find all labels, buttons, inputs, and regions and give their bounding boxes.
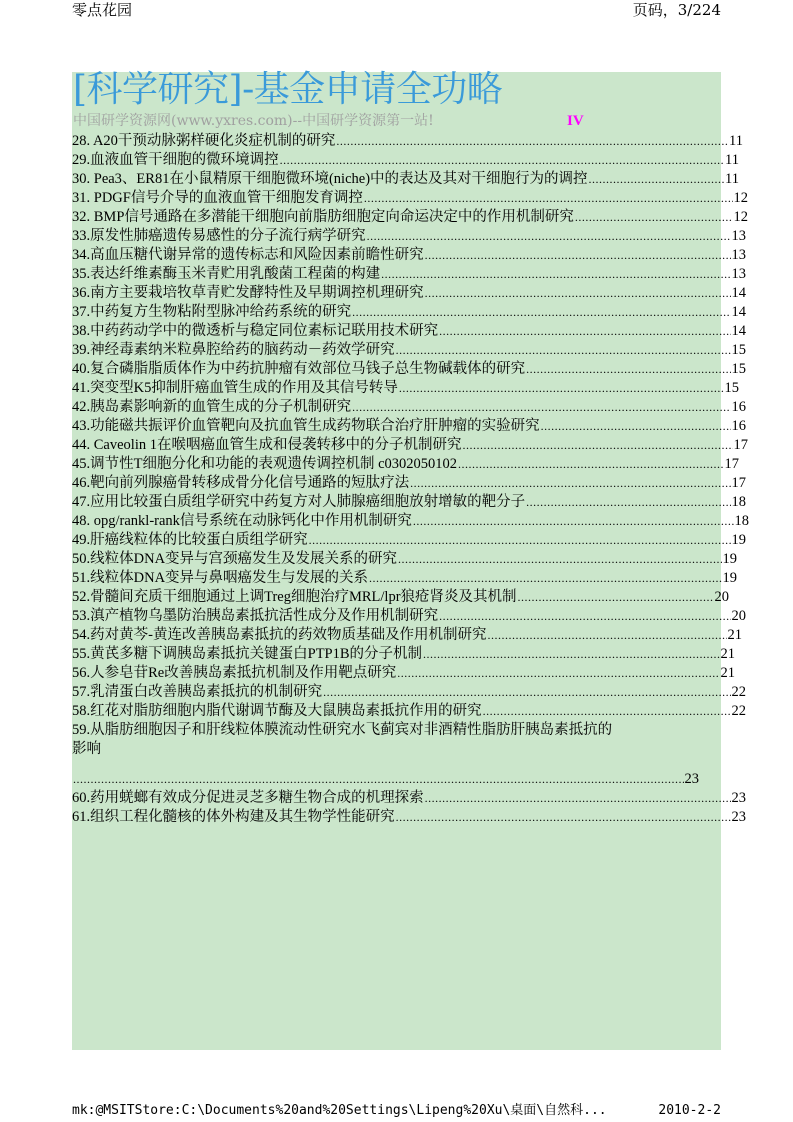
toc-entry[interactable] (72, 512, 749, 531)
toc-entry[interactable] (72, 379, 739, 398)
toc-entry-label: 28. A20干预动脉粥样硬化炎症机制的研究 (72, 133, 336, 149)
toc-entry[interactable] (72, 683, 746, 702)
toc-entry-label: 42.胰岛素影响新的血管生成的分子机制研究 (72, 399, 352, 415)
footer-date: 2010-2-2 (658, 1103, 721, 1118)
toc-entry[interactable] (72, 132, 743, 151)
toc-entry-label: 44. Caveolin 1在喉咽癌血管生成和侵袭转移中的分子机制研究 (72, 437, 462, 453)
toc-page-number: 13 (731, 266, 746, 282)
toc-page-number: 18 (731, 494, 746, 510)
dot-leader (323, 683, 730, 702)
toc-entry[interactable] (72, 550, 737, 569)
toc-entry[interactable] (72, 417, 746, 436)
toc-page-number: 11 (729, 133, 743, 149)
toc-entry-label: 35.表达纤维素酶玉米青贮用乳酸菌工程菌的构建 (72, 266, 381, 282)
toc-page-number: 12 (733, 209, 748, 225)
toc-page-number: 21 (720, 665, 735, 681)
toc-page-number: 15 (731, 342, 746, 358)
toc-entry-label: 29.血液血管干细胞的微环境调控 (72, 152, 279, 168)
document-title: [科学研究]-基金申请全功略 (73, 69, 503, 110)
footer-url: mk:@MSITStore:C:\Documents%20and%20Settings\Lipeng%20Xu\桌面\自然科... (72, 1103, 607, 1118)
toc-entry-label: 50.线粒体DNA变异与宫颈癌发生及发展关系的研究 (72, 551, 398, 567)
toc-page-number: 19 (722, 570, 737, 586)
toc-entry-label: 41.突变型K5抑制肝癌血管生成的作用及其信号转导 (72, 380, 398, 396)
dot-leader (483, 702, 731, 721)
toc-page-number: 20 (714, 589, 729, 605)
dot-leader (526, 493, 730, 512)
toc-page-number: 15 (731, 361, 746, 377)
dot-leader (336, 132, 728, 151)
toc-entry[interactable] (72, 265, 746, 284)
toc-entry-label: 37.中药复方生物粘附型脉冲给药系统的研究 (72, 304, 352, 320)
dot-leader (439, 322, 730, 341)
toc-entry[interactable] (72, 626, 742, 645)
toc-entry-label: 31. PDGF信号介导的血液血管干细胞发育调控 (72, 190, 363, 206)
toc-page-number: 14 (731, 323, 746, 339)
dot-leader (589, 170, 725, 189)
dot-leader (425, 789, 731, 808)
toc-entry-label: 36.南方主要栽培牧草青贮发酵特性及早期调控机理研究 (72, 285, 424, 301)
toc-entry[interactable] (72, 246, 746, 265)
dot-leader (352, 398, 730, 417)
toc-page-number: 19 (722, 551, 737, 567)
toc-entry[interactable] (72, 531, 746, 550)
toc-entry-label: 59.从脂肪细胞因子和肝线粒体膜流动性研究水飞蓟宾对非酒精性脂肪肝胰岛素抵抗的 (72, 722, 613, 738)
toc-entry-label: 46.靶向前列腺癌骨转移成骨分化信号通路的短肽疗法 (72, 475, 410, 491)
toc-entry-label: 38.中药药动学中的微透析与稳定同位素标记联用技术研究 (72, 323, 439, 339)
toc-page-number: 12 (733, 190, 748, 206)
toc-page-number: 13 (731, 247, 746, 263)
toc-entry-label: 30. Pea3、ER81在小鼠精原干细胞微环境(niche)中的表达及其对干细胞行为的调控 (72, 171, 588, 187)
content-panel (72, 69, 749, 1050)
toc-entry-label: 48. opg/rankl-rank信号系统在动脉钙化中作用机制研究 (72, 513, 412, 529)
toc-entry-label: 34.高血压糖代谢异常的遗传标志和风险因素前瞻性研究 (72, 247, 424, 263)
toc-entry-label: 54.药对黄芩-黄连改善胰岛素抵抗的药效物质基础及作用机制研究 (72, 627, 487, 643)
toc-entry-label: 47.应用比较蛋白质组学研究中药复方对人肺腺癌细胞放射增敏的靶分子 (72, 494, 526, 510)
dot-leader (367, 227, 731, 246)
toc-page-number: 17 (724, 456, 739, 472)
dot-leader (575, 208, 733, 227)
toc-page-number: 14 (731, 304, 746, 320)
dot-leader (541, 417, 731, 436)
toc-entry-label: 39.神经毒素纳米粒鼻腔给药的脑药动－药效学研究 (72, 342, 395, 358)
toc-page-number: 13 (731, 228, 746, 244)
dot-leader (399, 379, 724, 398)
toc-entry[interactable] (72, 151, 739, 170)
toc-entry[interactable] (72, 360, 746, 379)
dot-leader (396, 808, 731, 827)
toc-entry[interactable] (72, 436, 748, 455)
toc-entry[interactable] (72, 721, 721, 740)
toc-page-number: 18 (734, 513, 749, 529)
toc-entry[interactable] (72, 569, 737, 588)
toc-entry[interactable] (72, 645, 735, 664)
toc-entry-label: 51.线粒体DNA变异与鼻咽癌发生与发展的关系 (72, 570, 369, 586)
dot-leader (369, 569, 721, 588)
dot-leader (462, 436, 732, 455)
toc-page-number: 14 (731, 285, 746, 301)
dot-leader (73, 770, 684, 789)
toc-page-number: 22 (731, 703, 746, 719)
dot-leader (352, 303, 730, 322)
toc-entry-label: 40.复合磷脂脂质体作为中药抗肿瘤有效部位马钱子总生物碱载体的研究 (72, 361, 526, 377)
toc-entry[interactable] (72, 607, 746, 626)
toc-entry[interactable] (72, 341, 746, 360)
toc-entry[interactable] (72, 398, 746, 417)
dot-leader (425, 246, 731, 265)
toc-entry-label-continued: 影响 (72, 741, 101, 757)
table-of-contents (72, 132, 749, 827)
toc-entry-label: 53.滇产植物乌墨防治胰岛素抵抗活性成分及作用机制研究 (72, 608, 439, 624)
page-number: 页码，3/224 (632, 1, 721, 19)
section-badge: IV (567, 113, 584, 129)
dot-leader (413, 512, 734, 531)
toc-page-number: 17 (731, 475, 746, 491)
toc-entry[interactable] (72, 493, 746, 512)
dot-leader (439, 607, 730, 626)
dot-leader (526, 360, 730, 379)
dot-leader (398, 550, 721, 569)
dot-leader (309, 531, 731, 550)
toc-entry-label: 33.原发性肺癌遗传易感性的分子流行病学研究 (72, 228, 366, 244)
toc-page-number: 15 (724, 380, 739, 396)
toc-entry-label: 32. BMP信号通路在多潜能干细胞向前脂肪细胞定向命运决定中的作用机制研究 (72, 209, 574, 225)
toc-entry[interactable] (72, 789, 746, 808)
toc-entry-leader (72, 770, 721, 789)
toc-page-number: 11 (725, 171, 739, 187)
toc-entry-label: 58.红花对脂肪细胞内脂代谢调节酶及大鼠胰岛素抵抗作用的研究 (72, 703, 482, 719)
dot-leader (518, 588, 714, 607)
dot-leader (364, 189, 733, 208)
dot-leader (397, 664, 719, 683)
toc-entry-label: 49.肝癌线粒体的比较蛋白质组学研究 (72, 532, 308, 548)
toc-page-number: 22 (731, 684, 746, 700)
toc-entry-label: 55.黄芪多糖下调胰岛素抵抗关键蛋白PTP1B的分子机制 (72, 646, 423, 662)
site-watermark: 中国研学资源网(www.yxres.com)--中国研学资源第一站! (73, 113, 434, 129)
toc-entry-label: 52.骨髓间充质干细胞通过上调Treg细胞治疗MRL/lpr狼疮肾炎及其机制 (72, 589, 517, 605)
toc-page-number: 23 (731, 790, 746, 806)
dot-leader (280, 151, 724, 170)
dot-leader (423, 645, 719, 664)
toc-page-number: 11 (725, 152, 739, 168)
dot-leader (458, 455, 723, 474)
toc-page-number: 21 (727, 627, 742, 643)
toc-spacer (72, 759, 721, 770)
toc-entry[interactable] (72, 808, 746, 827)
toc-entry[interactable] (72, 588, 729, 607)
toc-page-number: 23 (731, 809, 746, 825)
toc-entry[interactable] (72, 474, 746, 493)
toc-entry[interactable] (72, 303, 746, 322)
toc-page-number: 20 (731, 608, 746, 624)
toc-entry[interactable] (72, 170, 739, 189)
toc-entry[interactable] (72, 322, 746, 341)
dot-leader (487, 626, 726, 645)
toc-page-number: 23 (684, 771, 699, 787)
toc-entry-continuation (72, 740, 721, 759)
dot-leader (396, 341, 731, 360)
toc-entry-label: 43.功能磁共振评价血管靶向及抗血管生成药物联合治疗肝肿瘤的实验研究 (72, 418, 540, 434)
toc-page-number: 19 (731, 532, 746, 548)
toc-entry[interactable] (72, 455, 739, 474)
toc-page-number: 16 (731, 399, 746, 415)
running-header-title: 零点花园 (72, 1, 133, 19)
toc-page-number: 21 (720, 646, 735, 662)
toc-entry[interactable] (72, 189, 748, 208)
toc-entry-label: 60.药用蜣螂有效成分促进灵芝多糖生物合成的机理探索 (72, 790, 424, 806)
dot-leader (425, 284, 731, 303)
toc-page-number: 17 (733, 437, 748, 453)
toc-entry-label: 45.调节性T细胞分化和功能的表观遗传调控机制 c0302050102 (72, 456, 458, 472)
toc-entry[interactable] (72, 664, 735, 683)
toc-entry[interactable] (72, 208, 748, 227)
toc-entry-label: 61.组织工程化髓核的体外构建及其生物学性能研究 (72, 809, 395, 825)
toc-entry-label: 56.人参皂苷Re改善胰岛素抵抗机制及作用靶点研究 (72, 665, 397, 681)
toc-entry[interactable] (72, 227, 746, 246)
toc-entry[interactable] (72, 702, 746, 721)
toc-entry-label: 57.乳清蛋白改善胰岛素抵抗的机制研究 (72, 684, 323, 700)
toc-page-number: 16 (731, 418, 746, 434)
dot-leader (381, 265, 730, 284)
dot-leader (410, 474, 730, 493)
toc-entry[interactable] (72, 284, 746, 303)
